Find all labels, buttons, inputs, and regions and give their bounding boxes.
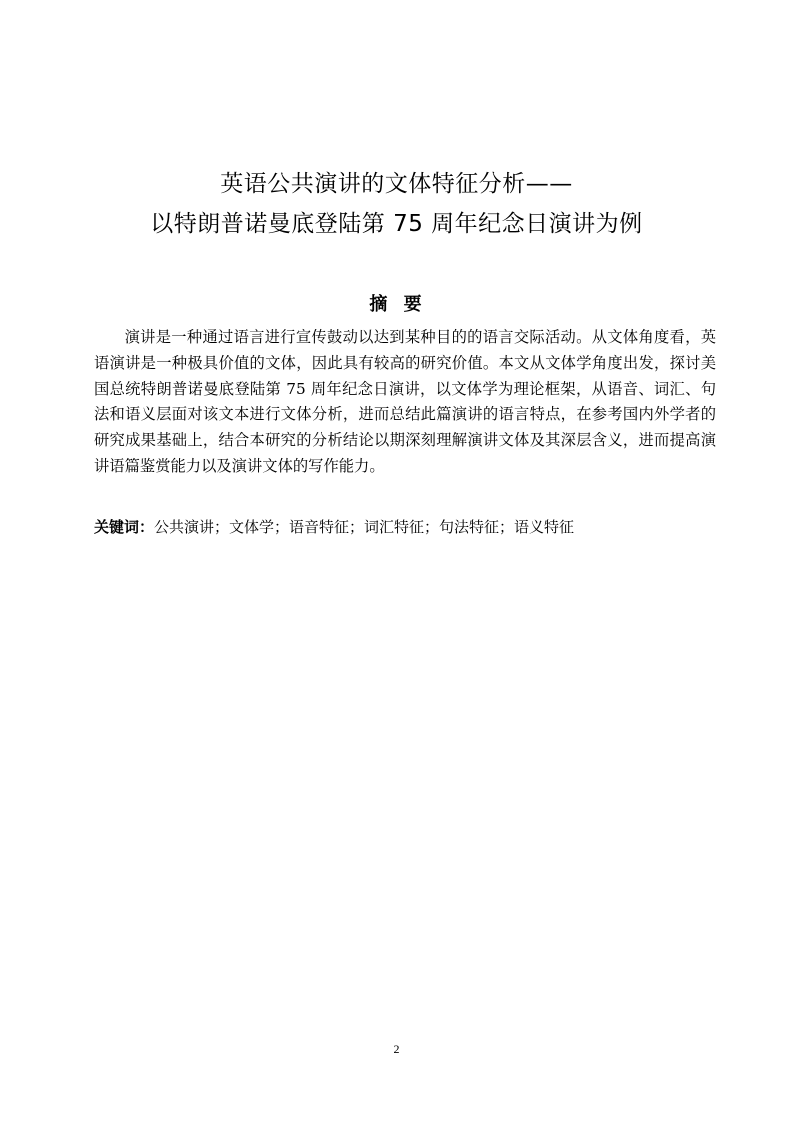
paper-title: [80, 164, 713, 244]
keywords-label: 关键词：: [94, 518, 155, 536]
abstract-heading: 摘 要: [369, 294, 424, 315]
title-line-2: 以特朗普诺曼底登陆第 75 周年纪念日演讲为例: [150, 211, 643, 237]
keywords: [94, 515, 716, 539]
title-line-1: 英语公共演讲的文体特征分析——: [220, 171, 573, 197]
page-number: 2: [393, 1042, 400, 1056]
abstract-body: 演讲是一种通过语言进行宣传鼓动以达到某种目的的语言交际活动。从文体角度看，英语演讲是一种极具价值的文体，因此具有较高的研究价值。本文从文体学角度出发，探讨美国总统特朗普诺曼底登陆第 75 周年纪念日演讲，以文体学为理论框架，从语音、词汇、句法和语义层面对该文本进行文体分析，进而总结此篇演讲的语言特点，在参考国内外学者的研究成果基础上，结合本研究的分析结论以期深刻理解演讲文体及其深层含义，进而提高演讲语篇鉴赏能力以及演讲文体的写作能力。: [94, 328, 716, 475]
keywords-value: 公共演讲；文体学；语音特征；词汇特征；句法特征；语义特征: [154, 518, 575, 536]
